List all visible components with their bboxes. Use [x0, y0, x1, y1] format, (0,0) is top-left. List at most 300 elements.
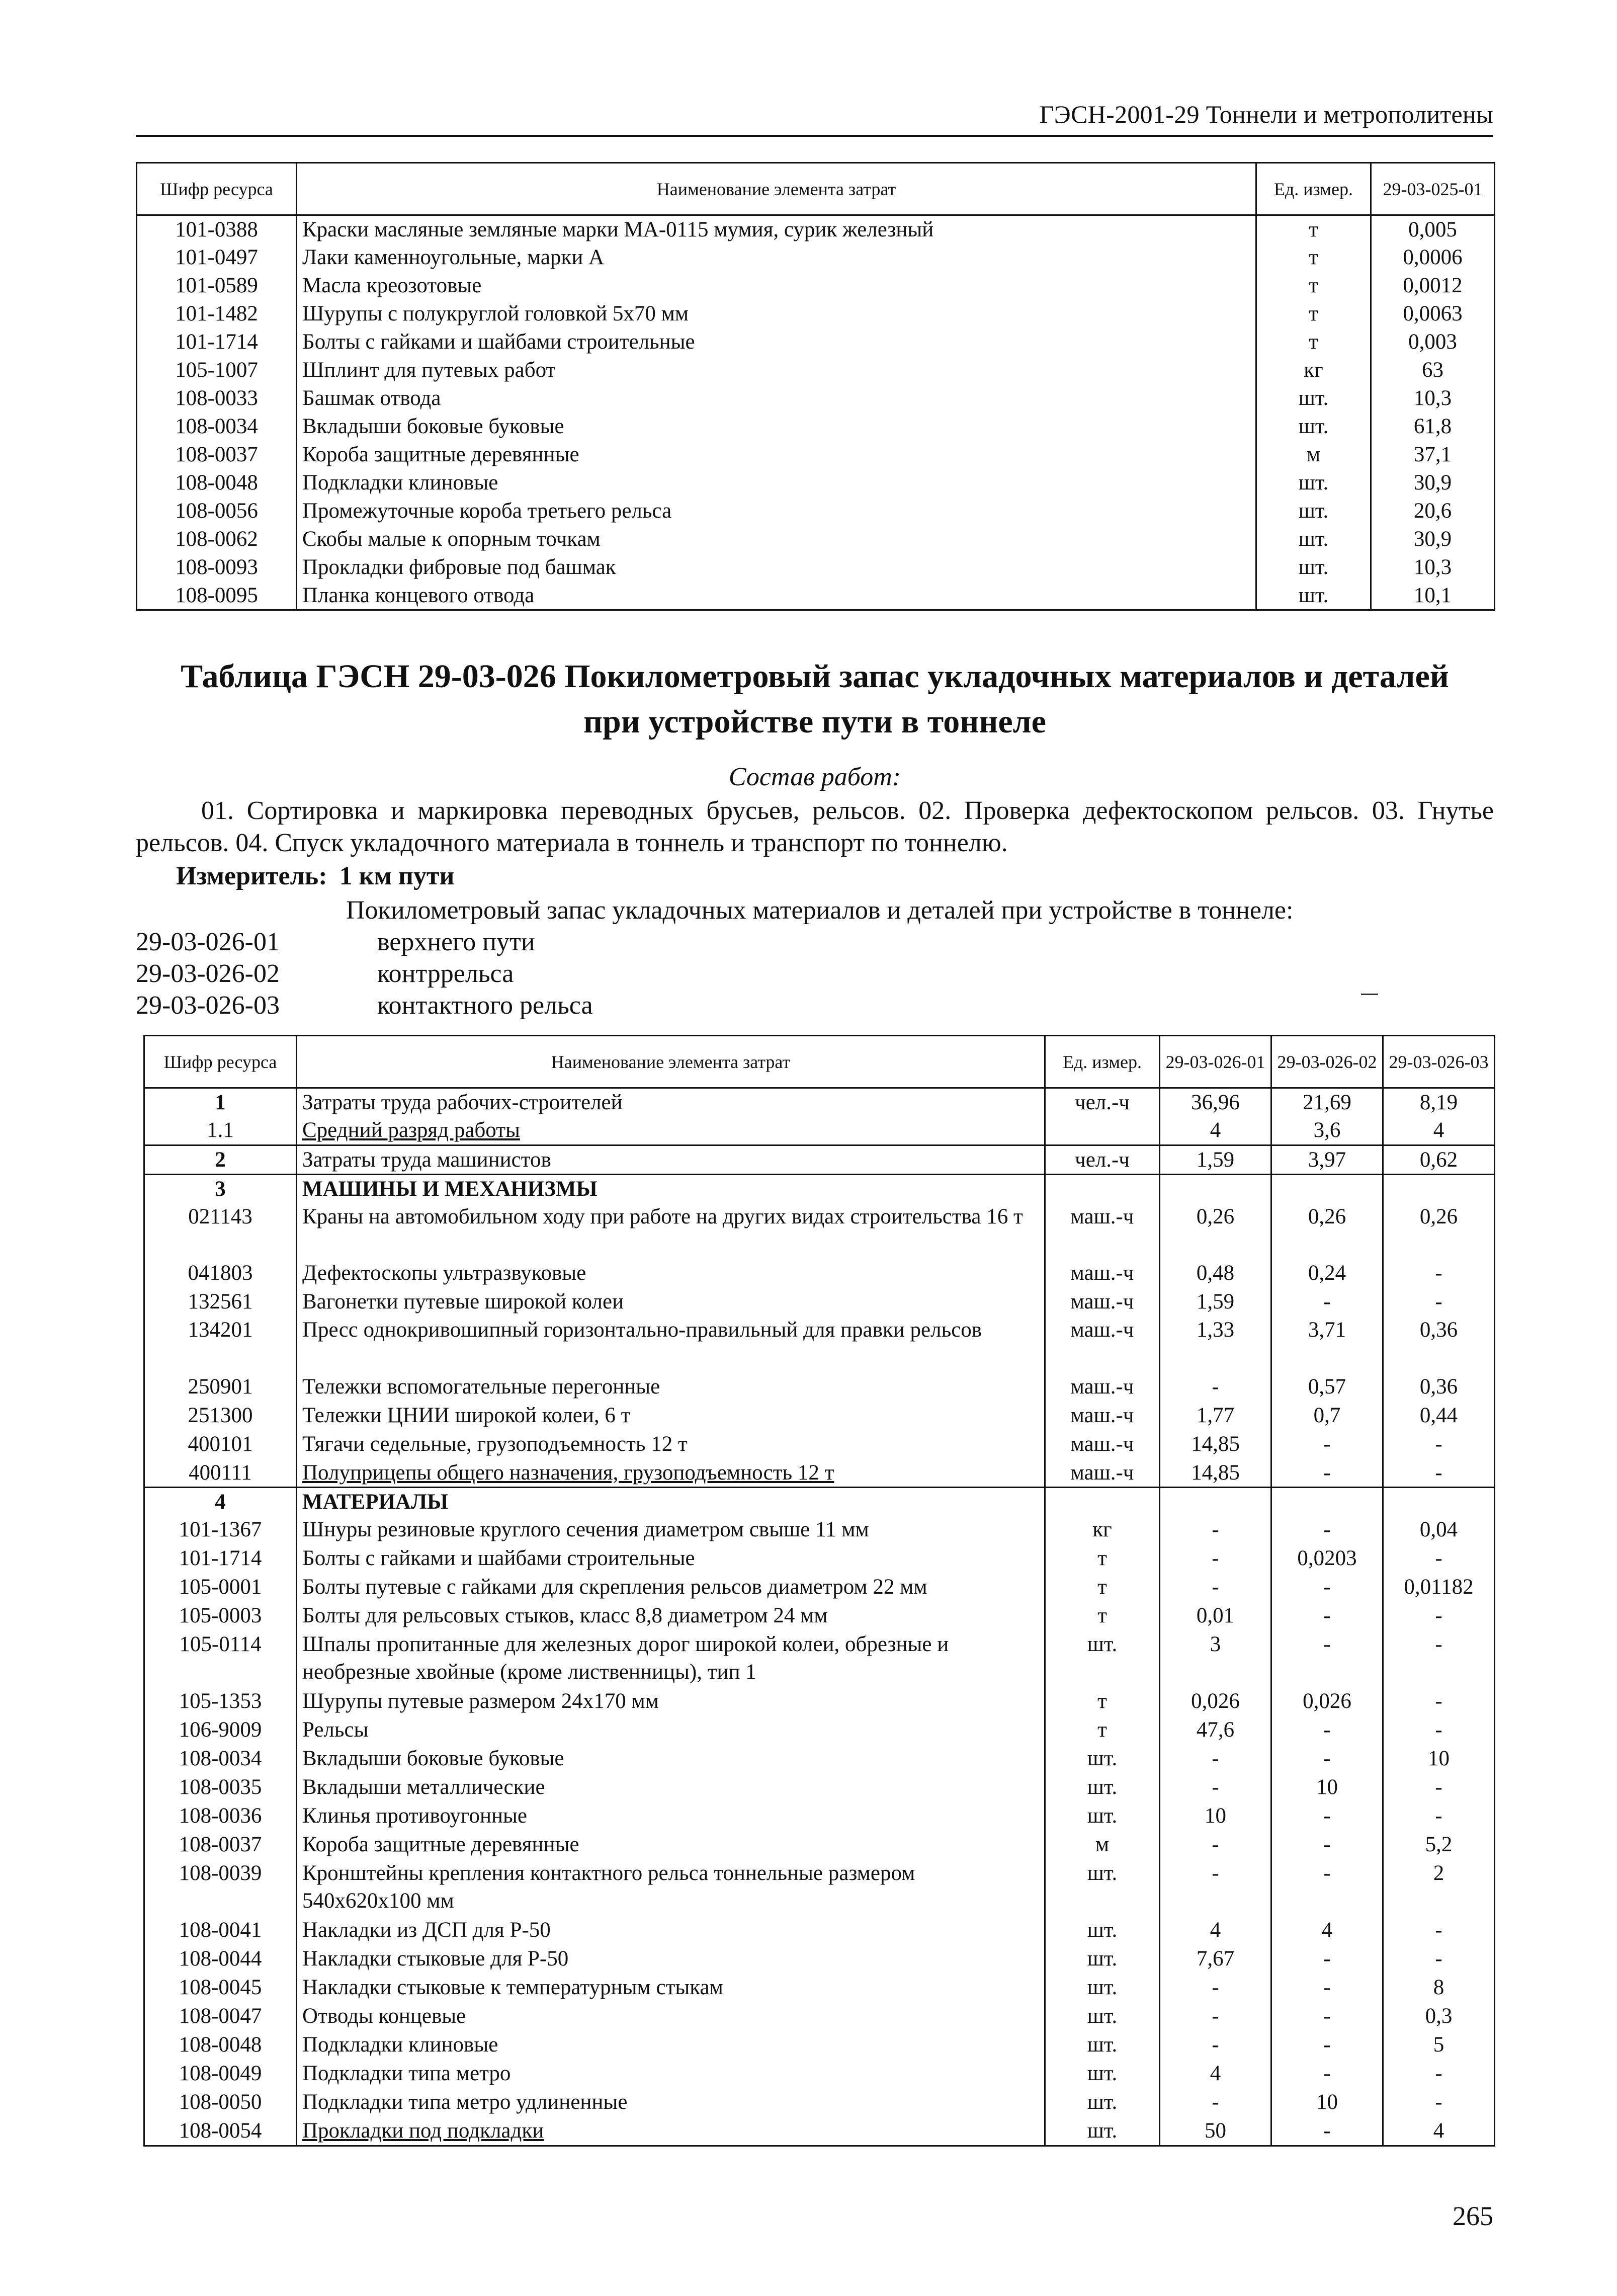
resource-name: Планка концевого отвода: [297, 582, 1256, 610]
resource-code: 134201: [144, 1316, 297, 1373]
resource-code: 105-0114: [144, 1630, 297, 1687]
value-026-01: -: [1160, 2088, 1271, 2117]
value-026-03: 8: [1383, 1974, 1495, 2002]
resource-code: 4: [144, 1487, 297, 1516]
resource-unit: шт.: [1045, 1745, 1160, 1773]
value-026-01: 7,67: [1160, 1945, 1271, 1974]
resource-unit: шт.: [1256, 525, 1371, 553]
resource-unit: шт.: [1045, 1945, 1160, 1974]
variant-01: [136, 927, 535, 957]
column-header-norm: 29-03-025-01: [1371, 163, 1495, 215]
table-row: [144, 1288, 1495, 1316]
value-026-03: -: [1383, 1544, 1495, 1573]
value-026-02: -: [1271, 2002, 1383, 2031]
value-026-01: 4: [1160, 1916, 1271, 1945]
value-026-03: -: [1383, 1602, 1495, 1630]
value-026-03: -: [1383, 1773, 1495, 1802]
composition-text: 01. Сортировка и маркировка переводных брусьев, рельсов. 02. Проверка дефектоскопом рельсов. 03. Гнутье рельсов. 04. Спуск укладочного материала в тоннель и транспорт по тоннелю.: [136, 796, 1494, 857]
resource-unit: т: [1045, 1687, 1160, 1716]
column-header-name: Наименование элемента затрат: [297, 1036, 1045, 1088]
resource-code: 132561: [144, 1288, 297, 1316]
resource-code: 101-1714: [137, 328, 297, 356]
variant-label: контактного рельса: [377, 991, 593, 1020]
resource-code: 021143: [144, 1203, 297, 1259]
value-026-03: 0,26: [1383, 1203, 1495, 1259]
norm-value: 0,0063: [1371, 300, 1495, 328]
section-heading: МАШИНЫ И МЕХАНИЗМЫ: [297, 1174, 1045, 1203]
value-026-03: -: [1383, 1259, 1495, 1288]
value-026-02: [1271, 1487, 1383, 1516]
value-026-01: -: [1160, 2031, 1271, 2060]
section-heading: МАТЕРИАЛЫ: [297, 1487, 1045, 1516]
resource-name: Накладки стыковые к температурным стыкам: [297, 1974, 1045, 2002]
value-026-02: 3,71: [1271, 1316, 1383, 1373]
table-row: [144, 2031, 1495, 2060]
value-026-02: -: [1271, 1630, 1383, 1687]
column-header-code: Шифр ресурса: [137, 163, 297, 215]
resource-name: Краны на автомобильном ходу при работе на других видах строительства 16 т: [297, 1203, 1045, 1259]
resource-unit: т: [1045, 1716, 1160, 1745]
resource-code: 041803: [144, 1259, 297, 1288]
table-row: [144, 1316, 1495, 1373]
column-header-026-02: 29-03-026-02: [1271, 1036, 1383, 1088]
table-row: [144, 1145, 1495, 1174]
resource-unit: т: [1256, 215, 1371, 244]
resource-name: Накладки из ДСП для Р-50: [297, 1916, 1045, 1945]
resource-code: 108-0034: [144, 1745, 297, 1773]
resource-unit: шт.: [1256, 469, 1371, 497]
value-026-02: -: [1271, 2031, 1383, 2060]
table-row: [144, 1916, 1495, 1945]
norm-value: 10,3: [1371, 553, 1495, 582]
table-row: [137, 525, 1495, 553]
resource-unit: шт.: [1045, 1859, 1160, 1916]
table-row: [137, 300, 1495, 328]
variant-03: [136, 991, 593, 1020]
table-row: [137, 413, 1495, 441]
table-title-line1: Таблица ГЭСН 29-03-026 Покилометровый запас укладочных материалов и деталей: [181, 658, 1449, 695]
value-026-02: 0,24: [1271, 1259, 1383, 1288]
resource-name: Шпалы пропитанные для железных дорог широкой колеи, обрезные и необрезные хвойные (кроме лиственницы), тип 1: [297, 1630, 1045, 1687]
value-026-02: -: [1271, 1602, 1383, 1630]
resource-name: Шурупы с полукруглой головкой 5x70 мм: [297, 300, 1256, 328]
operators-group: [144, 1145, 1495, 1174]
value-026-01: -: [1160, 1974, 1271, 2002]
norm-value: 0,003: [1371, 328, 1495, 356]
norm-value: 0,0006: [1371, 243, 1495, 272]
resource-name: Подкладки типа метро удлиненные: [297, 2088, 1045, 2117]
value-026-02: 3,97: [1271, 1145, 1383, 1174]
resource-unit: маш.-ч: [1045, 1402, 1160, 1430]
value-026-03: 0,36: [1383, 1316, 1495, 1373]
value-026-03: -: [1383, 1716, 1495, 1745]
table-row: [137, 215, 1495, 244]
value-026-01: 0,48: [1160, 1259, 1271, 1288]
value-026-02: -: [1271, 1974, 1383, 2002]
value-026-01: 0,26: [1160, 1203, 1271, 1259]
resource-name: Промежуточные короба третьего рельса: [297, 497, 1256, 525]
table-row: [137, 384, 1495, 413]
norm-value: 63: [1371, 356, 1495, 384]
norm-value: 30,9: [1371, 525, 1495, 553]
value-026-03: 0,44: [1383, 1402, 1495, 1430]
resource-code: 101-1367: [144, 1516, 297, 1544]
header-rule: [136, 135, 1493, 137]
running-header: ГЭСН-2001-29 Тоннели и метрополитены: [1039, 100, 1493, 128]
variant-code: 29-03-026-02: [136, 959, 280, 988]
resource-unit: т: [1256, 300, 1371, 328]
table-row: [144, 1573, 1495, 1602]
norm-value: 0,005: [1371, 215, 1495, 244]
resource-code: 1.1: [144, 1116, 297, 1145]
value-026-03: 0,36: [1383, 1373, 1495, 1402]
table-row: [144, 1088, 1495, 1117]
variant-label: контррельса: [377, 959, 514, 988]
value-026-03: [1383, 1487, 1495, 1516]
table-row: [137, 272, 1495, 300]
column-header-026-03: 29-03-026-03: [1383, 1036, 1495, 1088]
resource-name: Прокладки под подкладки: [297, 2117, 1045, 2146]
value-026-02: [1271, 1174, 1383, 1203]
column-header-code: Шифр ресурса: [144, 1036, 297, 1088]
resource-code: 108-0039: [144, 1859, 297, 1916]
resource-unit: шт.: [1045, 2060, 1160, 2088]
table-row: [137, 469, 1495, 497]
value-026-01: -: [1160, 1773, 1271, 1802]
resource-code: 108-0093: [137, 553, 297, 582]
resource-code: 101-1714: [144, 1544, 297, 1573]
resource-name: Масла креозотовые: [297, 272, 1256, 300]
variant-02: [136, 959, 514, 989]
variant-label: верхнего пути: [377, 928, 535, 956]
value-026-01: 1,33: [1160, 1316, 1271, 1373]
table-row: [144, 2117, 1495, 2146]
value-026-01: -: [1160, 1373, 1271, 1402]
value-026-02: 0,57: [1271, 1373, 1383, 1402]
value-026-02: -: [1271, 1802, 1383, 1831]
resource-unit: шт.: [1256, 497, 1371, 525]
resource-unit: т: [1256, 272, 1371, 300]
resource-unit: чел.-ч: [1045, 1145, 1160, 1174]
value-026-03: 2: [1383, 1859, 1495, 1916]
value-026-03: -: [1383, 1430, 1495, 1459]
resource-code: 101-0589: [137, 272, 297, 300]
table-row: [137, 582, 1495, 610]
value-026-03: -: [1383, 1687, 1495, 1716]
value-026-01: 50: [1160, 2117, 1271, 2146]
norm-value: 30,9: [1371, 469, 1495, 497]
resource-name: Накладки стыковые для Р-50: [297, 1945, 1045, 1974]
resource-unit: шт.: [1256, 413, 1371, 441]
value-026-02: -: [1271, 2117, 1383, 2146]
table-row: [144, 2060, 1495, 2088]
value-026-01: -: [1160, 1831, 1271, 1859]
value-026-01: 36,96: [1160, 1088, 1271, 1117]
resource-name: Вкладыши боковые буковые: [297, 1745, 1045, 1773]
page-number: 265: [1453, 2201, 1493, 2231]
value-026-03: 0,04: [1383, 1516, 1495, 1544]
column-header-026-01: 29-03-026-01: [1160, 1036, 1271, 1088]
table-row: [144, 1945, 1495, 1974]
value-026-01: 1,77: [1160, 1402, 1271, 1430]
resource-code: 105-1353: [144, 1687, 297, 1716]
resource-code: 108-0045: [144, 1974, 297, 2002]
resource-unit: [1045, 1487, 1160, 1516]
table-row: [144, 1174, 1495, 1203]
table-row: [137, 497, 1495, 525]
value-026-01: -: [1160, 1544, 1271, 1573]
resource-name: Средний разряд работы: [297, 1116, 1045, 1145]
norm-value: 37,1: [1371, 441, 1495, 469]
resource-unit: маш.-ч: [1045, 1373, 1160, 1402]
value-026-02: 10: [1271, 2088, 1383, 2117]
resource-unit: т: [1256, 243, 1371, 272]
resource-unit: т: [1045, 1602, 1160, 1630]
table-row: [144, 1516, 1495, 1544]
resource-code: 400111: [144, 1459, 297, 1488]
value-026-02: -: [1271, 2060, 1383, 2088]
resource-unit: [1045, 1174, 1160, 1203]
resource-unit: шт.: [1045, 2002, 1160, 2031]
resource-name: Пресс однокривошипный горизонтально-правильный для правки рельсов: [297, 1316, 1045, 1373]
resource-name: Подкладки типа метро: [297, 2060, 1045, 2088]
table-row: [144, 1430, 1495, 1459]
resource-name: Шплинт для путевых работ: [297, 356, 1256, 384]
resource-name: Болты путевые с гайками для скрепления рельсов диаметром 22 мм: [297, 1573, 1045, 1602]
resource-table-026: [143, 1035, 1495, 2147]
resource-code: 108-0056: [137, 497, 297, 525]
value-026-03: -: [1383, 1459, 1495, 1488]
resource-unit: т: [1045, 1544, 1160, 1573]
table-row: [144, 1259, 1495, 1288]
resource-code: 108-0037: [144, 1831, 297, 1859]
value-026-02: -: [1271, 1716, 1383, 1745]
norm-value: 10,3: [1371, 384, 1495, 413]
norm-value: 20,6: [1371, 497, 1495, 525]
resource-name: Болты с гайками и шайбами строительные: [297, 328, 1256, 356]
resource-name: Вагонетки путевые широкой колеи: [297, 1288, 1045, 1316]
resource-name: Тягачи седельные, грузоподъемность 12 т: [297, 1430, 1045, 1459]
value-026-02: -: [1271, 1516, 1383, 1544]
resource-code: 108-0050: [144, 2088, 297, 2117]
resource-code: 108-0054: [144, 2117, 297, 2146]
variant-code: 29-03-026-01: [136, 928, 280, 956]
value-026-01: 4: [1160, 2060, 1271, 2088]
resource-name: Подкладки клиновые: [297, 469, 1256, 497]
resource-name: Шурупы путевые размером 24x170 мм: [297, 1687, 1045, 1716]
resource-name: Дефектоскопы ультразвуковые: [297, 1259, 1045, 1288]
value-026-03: 4: [1383, 1116, 1495, 1145]
resource-unit: шт.: [1256, 384, 1371, 413]
resource-name: Лаки каменноугольные, марки А: [297, 243, 1256, 272]
resource-code: 101-0388: [137, 215, 297, 244]
resource-unit: маш.-ч: [1045, 1459, 1160, 1488]
resource-unit: шт.: [1045, 1974, 1160, 2002]
stock-intro: Покилометровый запас укладочных материалов и деталей при устройстве в тоннеле:: [346, 896, 1294, 925]
value-026-01: -: [1160, 1745, 1271, 1773]
resource-name: Вкладыши боковые буковые: [297, 413, 1256, 441]
value-026-01: [1160, 1174, 1271, 1203]
value-026-02: -: [1271, 1459, 1383, 1488]
table-row: [144, 2002, 1495, 2031]
value-026-02: -: [1271, 1945, 1383, 1974]
resource-code: 101-0497: [137, 243, 297, 272]
resource-unit: чел.-ч: [1045, 1088, 1160, 1117]
value-026-03: -: [1383, 1630, 1495, 1687]
value-026-03: -: [1383, 2060, 1495, 2088]
resource-code: 3: [144, 1174, 297, 1203]
value-026-03: -: [1383, 1802, 1495, 1831]
value-026-01: 10: [1160, 1802, 1271, 1831]
resource-code: 108-0037: [137, 441, 297, 469]
table-row: [144, 1203, 1495, 1259]
value-026-03: 10: [1383, 1745, 1495, 1773]
resource-code: 108-0047: [144, 2002, 297, 2031]
resource-code: 108-0041: [144, 1916, 297, 1945]
resource-code: 2: [144, 1145, 297, 1174]
resource-table-025: [136, 162, 1495, 611]
resource-unit: маш.-ч: [1045, 1430, 1160, 1459]
value-026-02: -: [1271, 1573, 1383, 1602]
table-title-line2: при устройстве пути в тоннеле: [583, 703, 1046, 740]
table-row: [144, 1831, 1495, 1859]
table-row: [144, 1687, 1495, 1716]
value-026-01: 47,6: [1160, 1716, 1271, 1745]
composition-heading: Состав работ:: [728, 763, 901, 791]
resource-unit: т: [1256, 328, 1371, 356]
value-026-01: 14,85: [1160, 1459, 1271, 1488]
table-row: [137, 356, 1495, 384]
table-row: [144, 1802, 1495, 1831]
value-026-02: -: [1271, 1859, 1383, 1916]
resource-code: 108-0048: [137, 469, 297, 497]
resource-name: Болты с гайками и шайбами строительные: [297, 1544, 1045, 1573]
resource-unit: маш.-ч: [1045, 1288, 1160, 1316]
measure-label: Измеритель:: [176, 862, 327, 890]
column-header-name: Наименование элемента затрат: [297, 163, 1256, 215]
column-header-unit: Ед. измер.: [1045, 1036, 1160, 1088]
value-026-01: -: [1160, 2002, 1271, 2031]
table-row: [144, 1773, 1495, 1802]
materials-group: [144, 1487, 1495, 2146]
value-026-01: 3: [1160, 1630, 1271, 1687]
resource-code: 1: [144, 1088, 297, 1117]
value-026-01: 4: [1160, 1116, 1271, 1145]
value-026-02: 0,0203: [1271, 1544, 1383, 1573]
resource-unit: маш.-ч: [1045, 1203, 1160, 1259]
resource-code: 105-0001: [144, 1573, 297, 1602]
table-row: [144, 1716, 1495, 1745]
resource-unit: шт.: [1256, 553, 1371, 582]
value-026-01: 0,01: [1160, 1602, 1271, 1630]
table-row: [137, 553, 1495, 582]
table-row: [137, 441, 1495, 469]
value-026-02: -: [1271, 1288, 1383, 1316]
norm-value: 10,1: [1371, 582, 1495, 610]
table-row: [144, 1602, 1495, 1630]
value-026-02: 0,026: [1271, 1687, 1383, 1716]
resource-unit: шт.: [1045, 1630, 1160, 1687]
resource-code: 108-0095: [137, 582, 297, 610]
table-row: [144, 1859, 1495, 1916]
value-026-03: [1383, 1174, 1495, 1203]
value-026-03: 5,2: [1383, 1831, 1495, 1859]
measure-value: 1 км пути: [339, 862, 455, 890]
value-026-02: 21,69: [1271, 1088, 1383, 1117]
resource-code: 108-0062: [137, 525, 297, 553]
resource-name: Тележки вспомогательные перегонные: [297, 1373, 1045, 1402]
value-026-02: 10: [1271, 1773, 1383, 1802]
resource-unit: шт.: [1256, 582, 1371, 610]
table-row: [144, 2088, 1495, 2117]
resource-name: Вкладыши металлические: [297, 1773, 1045, 1802]
resource-name: Рельсы: [297, 1716, 1045, 1745]
resource-unit: м: [1045, 1831, 1160, 1859]
resource-code: 101-1482: [137, 300, 297, 328]
table-row: [144, 1487, 1495, 1516]
resource-name: Тележки ЦНИИ широкой колеи, 6 т: [297, 1402, 1045, 1430]
table-row: [144, 1974, 1495, 2002]
table-row: [144, 1373, 1495, 1402]
resource-code: 108-0034: [137, 413, 297, 441]
resource-code: 250901: [144, 1373, 297, 1402]
value-026-03: 0,62: [1383, 1145, 1495, 1174]
resource-name: Полуприцепы общего назначения, грузоподъемность 12 т: [297, 1459, 1045, 1488]
resource-name: Кронштейны крепления контактного рельса тоннельные размером 540x620x100 мм: [297, 1859, 1045, 1916]
value-026-02: -: [1271, 1430, 1383, 1459]
value-026-01: 1,59: [1160, 1145, 1271, 1174]
resource-name: Затраты труда рабочих-строителей: [297, 1088, 1045, 1117]
resource-unit: [1045, 1116, 1160, 1145]
column-header-unit: Ед. измер.: [1256, 163, 1371, 215]
resource-name: Клинья противоугонные: [297, 1802, 1045, 1831]
resource-unit: шт.: [1045, 1916, 1160, 1945]
resource-code: 108-0048: [144, 2031, 297, 2060]
resource-unit: шт.: [1045, 2031, 1160, 2060]
resource-name: Шнуры резиновые круглого сечения диаметром свыше 11 мм: [297, 1516, 1045, 1544]
value-026-02: 0,7: [1271, 1402, 1383, 1430]
resource-unit: маш.-ч: [1045, 1259, 1160, 1288]
value-026-03: 8,19: [1383, 1088, 1495, 1117]
resource-unit: т: [1045, 1573, 1160, 1602]
table-row: [144, 1745, 1495, 1773]
labor-group: [144, 1088, 1495, 1145]
value-026-01: 14,85: [1160, 1430, 1271, 1459]
table-row: [137, 328, 1495, 356]
norm-value: 61,8: [1371, 413, 1495, 441]
value-026-03: 5: [1383, 2031, 1495, 2060]
machines-group: [144, 1174, 1495, 1487]
value-026-03: 0,01182: [1383, 1573, 1495, 1602]
value-026-01: -: [1160, 1573, 1271, 1602]
table-row: [144, 1630, 1495, 1687]
value-026-03: -: [1383, 2088, 1495, 2117]
value-026-02: 3,6: [1271, 1116, 1383, 1145]
resource-code: 105-0003: [144, 1602, 297, 1630]
resource-code: 106-9009: [144, 1716, 297, 1745]
resource-name: Подкладки клиновые: [297, 2031, 1045, 2060]
variant-code: 29-03-026-03: [136, 991, 280, 1020]
resource-code: 400101: [144, 1430, 297, 1459]
resource-name: Короба защитные деревянные: [297, 441, 1256, 469]
resource-name: Краски масляные земляные марки МА-0115 мумия, сурик железный: [297, 215, 1256, 244]
value-026-02: -: [1271, 1831, 1383, 1859]
resource-unit: кг: [1045, 1516, 1160, 1544]
resource-code: 108-0033: [137, 384, 297, 413]
norm-value: 0,0012: [1371, 272, 1495, 300]
stray-mark: [1361, 994, 1378, 995]
resource-unit: шт.: [1045, 1802, 1160, 1831]
